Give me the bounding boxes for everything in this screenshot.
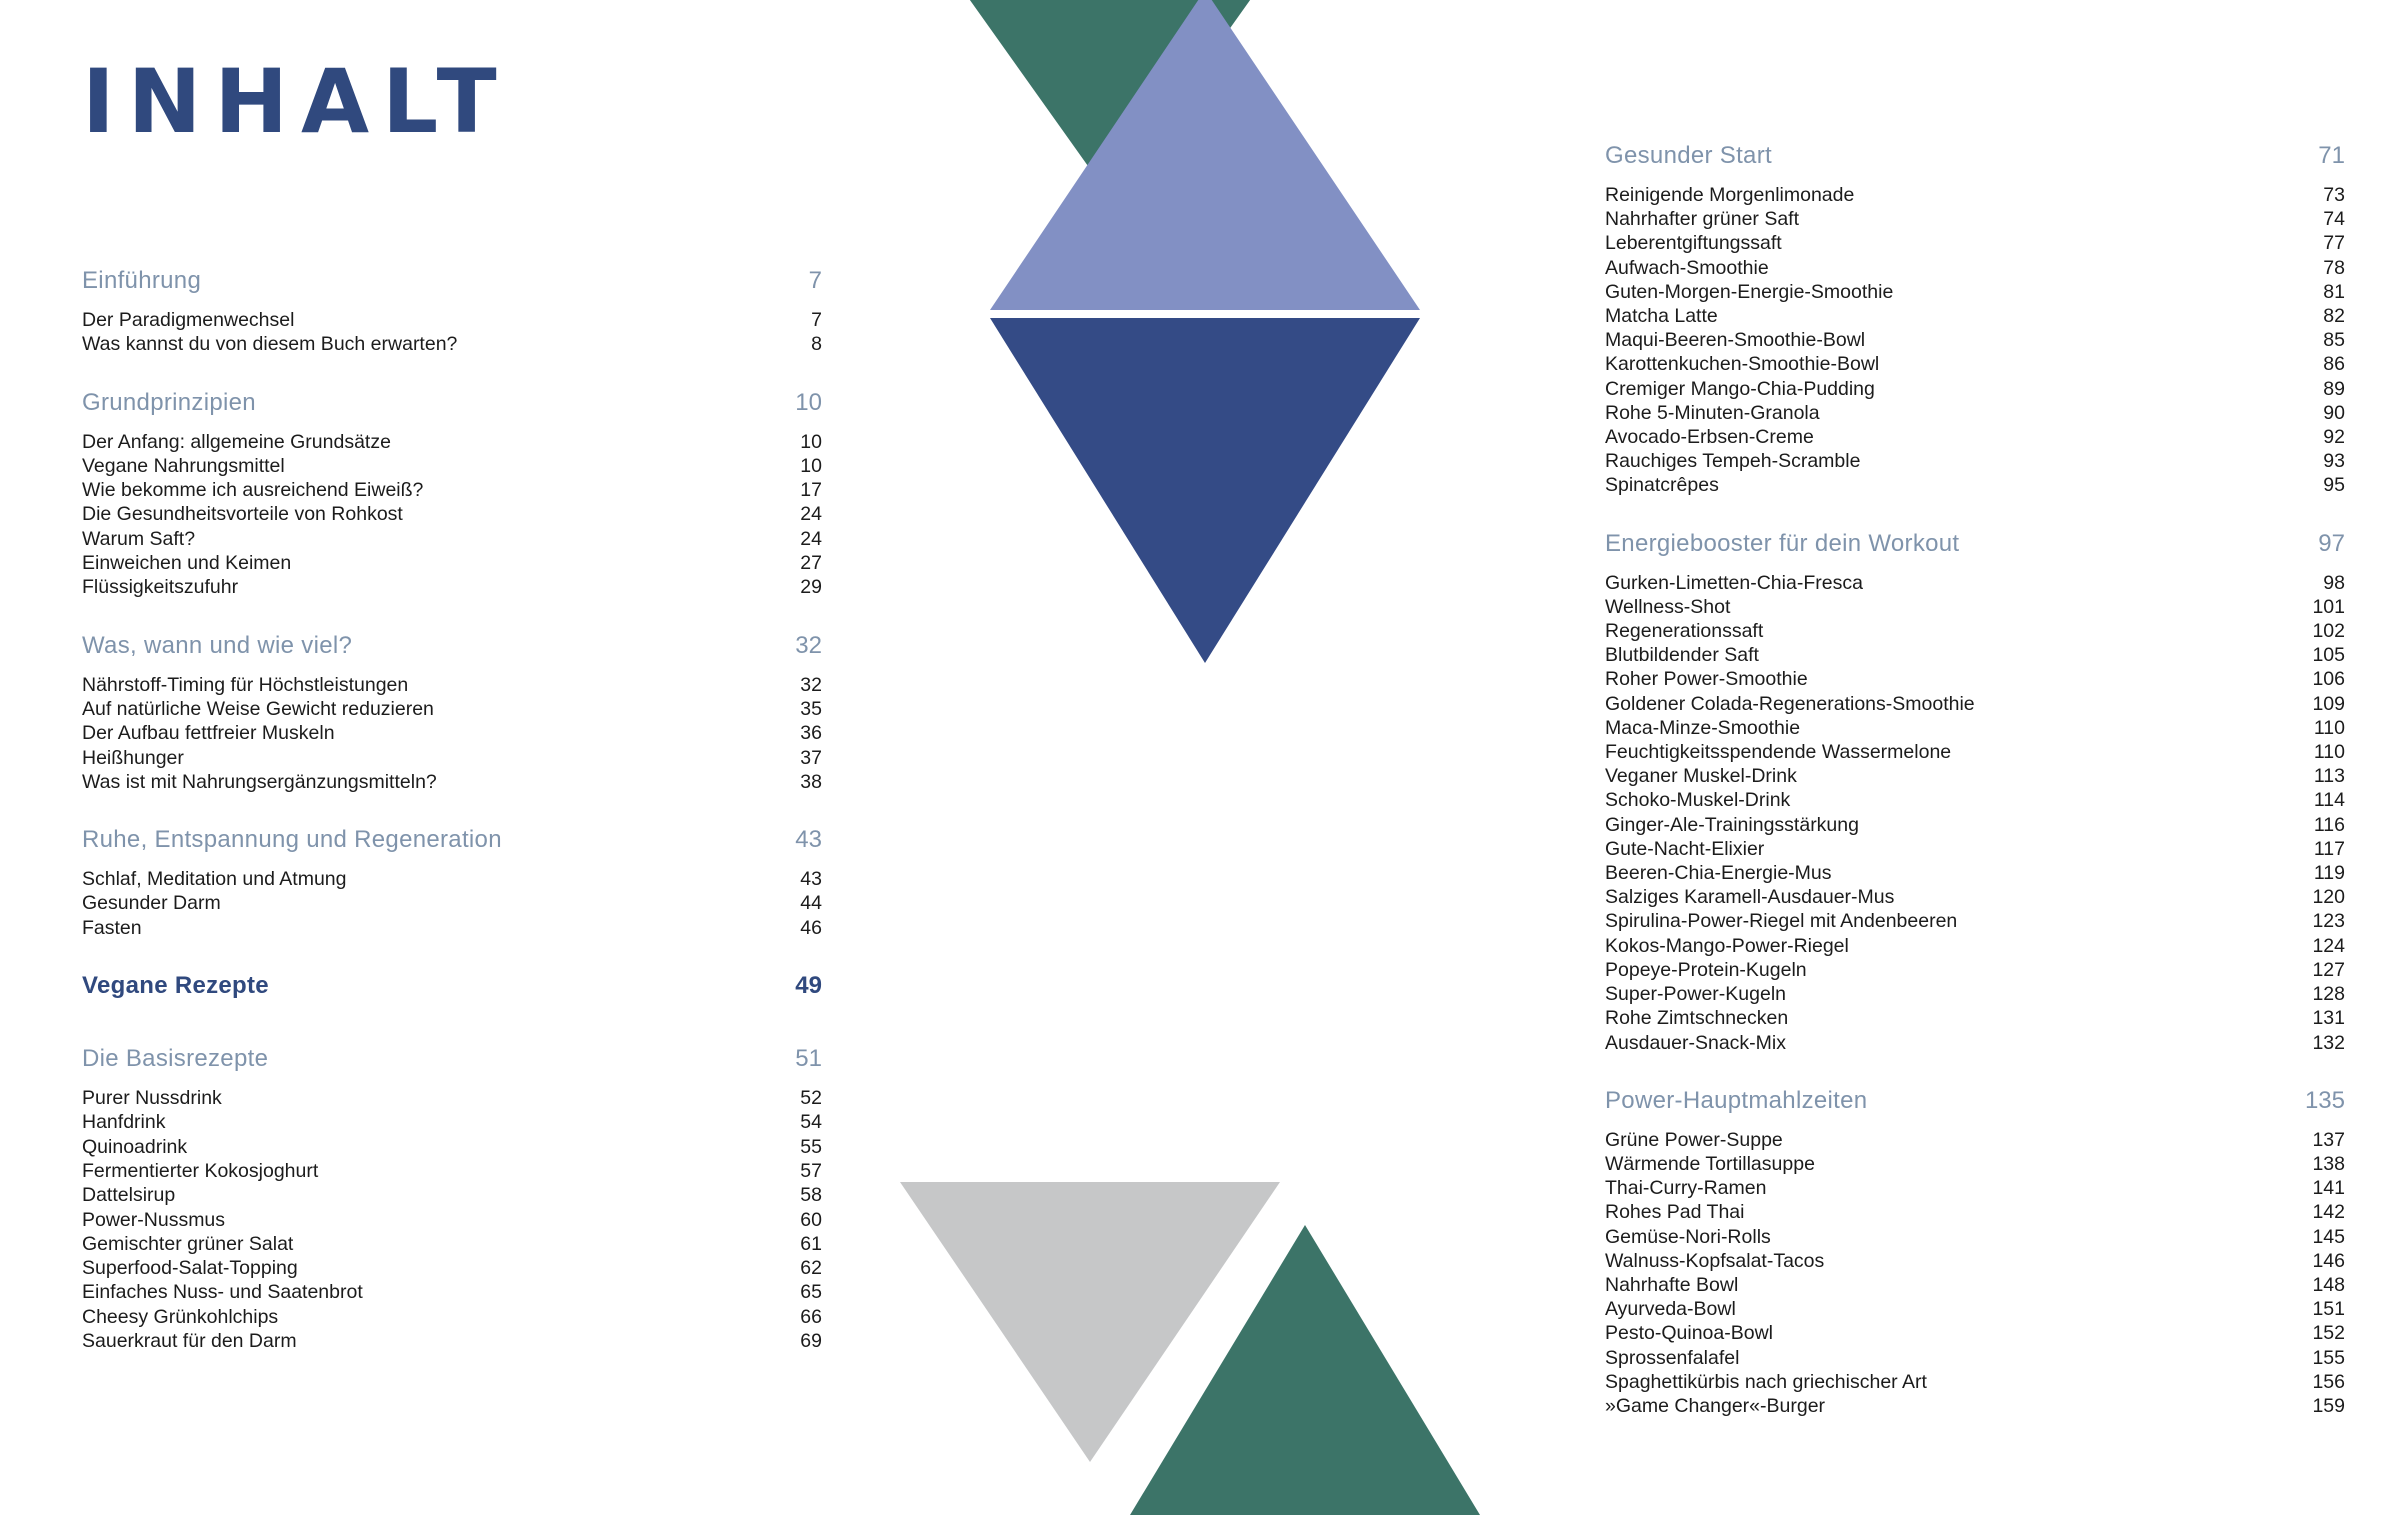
- toc-entry-page: 24: [800, 527, 822, 550]
- toc-section-page: 43: [795, 826, 822, 854]
- toc-entry-page: 37: [800, 746, 822, 769]
- toc-entry[interactable]: [1605, 1152, 2345, 1176]
- toc-entry-title: Rauchiges Tempeh-Scramble: [1605, 450, 1861, 473]
- toc-entry[interactable]: [82, 1135, 822, 1159]
- toc-entry-title: Reinigende Morgenlimonade: [1605, 184, 1855, 206]
- toc-entry[interactable]: [1605, 1321, 2345, 1345]
- toc-entry-title: Sprossenfalafel: [1605, 1346, 1740, 1369]
- toc-entry-title: Die Gesundheitsvorteile von Rohkost: [82, 503, 403, 526]
- toc-entry[interactable]: [1605, 1225, 2345, 1249]
- toc-entry-page: 105: [2312, 644, 2345, 667]
- toc-section: [82, 357, 822, 600]
- toc-entry[interactable]: [1605, 377, 2345, 401]
- toc-entry-title: Avocado-Erbsen-Creme: [1605, 426, 1814, 449]
- toc-entry-title: Warum Saft?: [82, 527, 196, 550]
- toc-entry-page: 57: [800, 1159, 822, 1182]
- toc-entry-title: Flüssigkeitszufuhr: [82, 576, 239, 599]
- toc-section-header[interactable]: [1605, 110, 2345, 183]
- toc-entry[interactable]: [1605, 692, 2345, 716]
- toc-entry-title: Rohe 5-Minuten-Granola: [1605, 401, 1820, 424]
- toc-entry-page: 145: [2312, 1225, 2345, 1248]
- toc-section: [1605, 110, 2345, 498]
- toc-entry-title: Hanfdrink: [82, 1111, 166, 1134]
- toc-entry-page: 137: [2312, 1128, 2345, 1151]
- toc-entry[interactable]: [1605, 764, 2345, 788]
- toc-entry-page: 106: [2312, 668, 2345, 691]
- toc-entry-title: Maca-Minze-Smoothie: [1605, 716, 1801, 739]
- toc-entry[interactable]: [82, 1280, 822, 1304]
- page-title: INHALT: [82, 50, 510, 153]
- toc-entry-page: 17: [800, 479, 822, 502]
- toc-entry[interactable]: [1605, 256, 2345, 280]
- toc-entry[interactable]: [82, 1208, 822, 1232]
- toc-entry[interactable]: [1605, 1370, 2345, 1394]
- toc-entry-page: 131: [2312, 1007, 2345, 1030]
- toc-section-title: Vegane Rezepte: [82, 972, 269, 1000]
- toc-section-title: Einführung: [82, 267, 202, 294]
- toc-entry[interactable]: [82, 1256, 822, 1280]
- toc-section-title: Gesunder Start: [1605, 142, 1772, 169]
- toc-entry-page: 113: [2313, 765, 2345, 788]
- toc-entry-page: 46: [800, 916, 822, 939]
- toc-section-title: Energiebooster für dein Workout: [1605, 529, 1960, 557]
- toc-entry-title: Quinoadrink: [82, 1135, 188, 1158]
- toc-entry[interactable]: [1605, 473, 2345, 497]
- toc-section-header[interactable]: [82, 600, 822, 673]
- toc-entry-title: Gurken-Limetten-Chia-Fresca: [1605, 571, 1863, 594]
- toc-entry-title: Gesunder Darm: [82, 892, 221, 915]
- toc-entry-page: 24: [800, 503, 822, 526]
- toc-entry-page: 102: [2312, 620, 2345, 643]
- toc-right-column: [1605, 110, 2345, 1418]
- toc-entry-title: Feuchtigkeitsspendende Wassermelone: [1605, 741, 1952, 764]
- toc-entry[interactable]: [82, 867, 822, 891]
- toc-entry-title: Spirulina-Power-Riegel mit Andenbeeren: [1605, 910, 1958, 933]
- toc-entry[interactable]: [82, 673, 822, 697]
- triangle-green-bottom-up: [1130, 1225, 1480, 1515]
- toc-entry-title: Der Anfang: allgemeine Grundsätze: [82, 430, 391, 453]
- toc-entry-title: Ginger-Ale-Trainingsstärkung: [1605, 813, 1859, 836]
- toc-section-page: 51: [795, 1045, 822, 1073]
- toc-entry[interactable]: [1605, 595, 2345, 619]
- toc-entry-page: 66: [800, 1305, 822, 1328]
- toc-section-header[interactable]: [82, 357, 822, 430]
- toc-entry[interactable]: [1605, 1006, 2345, 1030]
- toc-section-page: 71: [2318, 142, 2345, 169]
- toc-entry[interactable]: [1605, 328, 2345, 352]
- toc-entry-title: Roher Power-Smoothie: [1605, 668, 1808, 691]
- toc-entry[interactable]: [1605, 1128, 2345, 1152]
- toc-entry-title: Thai-Curry-Ramen: [1605, 1177, 1767, 1200]
- toc-entry-page: 65: [800, 1281, 822, 1304]
- toc-entry-page: 127: [2312, 958, 2345, 981]
- toc-entry[interactable]: [1605, 909, 2345, 933]
- toc-entry-title: Popeye-Protein-Kugeln: [1605, 958, 1807, 981]
- toc-entry-page: 43: [800, 868, 822, 891]
- toc-entry-page: 27: [800, 552, 822, 575]
- toc-entry-page: 123: [2312, 910, 2345, 933]
- toc-entry-title: Rohe Zimtschnecken: [1605, 1007, 1789, 1030]
- toc-entry-page: 61: [800, 1232, 822, 1255]
- toc-entry-title: Veganer Muskel-Drink: [1605, 765, 1797, 788]
- toc-entry-title: Purer Nussdrink: [82, 1087, 222, 1110]
- toc-left-column: [82, 235, 822, 1353]
- toc-entry-page: 55: [800, 1135, 822, 1158]
- toc-entry-page: 38: [800, 770, 822, 793]
- toc-section-header[interactable]: [82, 794, 822, 867]
- toc-entry-page: 60: [800, 1208, 822, 1231]
- toc-entry-title: Maqui-Beeren-Smoothie-Bowl: [1605, 329, 1866, 352]
- toc-entry-title: Goldener Colada-Regenerations-Smoothie: [1605, 692, 1975, 715]
- toc-entry-page: 62: [800, 1257, 822, 1280]
- toc-entry-title: Ayurveda-Bowl: [1605, 1298, 1736, 1321]
- toc-entry[interactable]: [1605, 1394, 2345, 1418]
- toc-entry-title: Auf natürliche Weise Gewicht reduzieren: [82, 697, 434, 720]
- toc-entry[interactable]: [1605, 449, 2345, 473]
- toc-entry-page: 142: [2312, 1201, 2345, 1224]
- toc-entry-page: 110: [2313, 741, 2345, 764]
- toc-entry-title: Karottenkuchen-Smoothie-Bowl: [1605, 353, 1880, 376]
- toc-entry-title: Nahrhafte Bowl: [1605, 1273, 1739, 1296]
- toc-entry-page: 92: [2323, 426, 2345, 449]
- toc-entry[interactable]: [82, 478, 822, 502]
- toc-entry-title: Kokos-Mango-Power-Riegel: [1605, 934, 1849, 957]
- toc-entry[interactable]: [82, 502, 822, 526]
- toc-entry-page: 32: [800, 673, 822, 696]
- toc-entry-title: Wie bekomme ich ausreichend Eiweiß?: [82, 479, 424, 502]
- toc-entry-title: Nahrhafter grüner Saft: [1605, 208, 1800, 231]
- toc-entry-page: 101: [2312, 595, 2345, 618]
- toc-entry[interactable]: [1605, 1273, 2345, 1297]
- toc-entry-title: Grüne Power-Suppe: [1605, 1128, 1783, 1151]
- toc-section: [82, 1013, 822, 1353]
- toc-entry[interactable]: [82, 430, 822, 454]
- toc-entry-page: 69: [800, 1330, 822, 1353]
- toc-entry-title: Beeren-Chia-Energie-Mus: [1605, 862, 1832, 885]
- toc-entry-page: 148: [2312, 1273, 2345, 1296]
- toc-entry-title: Gute-Nacht-Elixier: [1605, 837, 1765, 860]
- toc-entry-page: 78: [2323, 256, 2345, 279]
- toc-entry[interactable]: [1605, 183, 2345, 207]
- toc-entry-title: Gemischter grüner Salat: [82, 1232, 294, 1255]
- toc-entry[interactable]: [1605, 425, 2345, 449]
- toc-entry[interactable]: [1605, 1176, 2345, 1200]
- toc-entry[interactable]: [82, 1159, 822, 1183]
- toc-entry-title: Schlaf, Meditation und Atmung: [82, 868, 347, 891]
- toc-entry-page: 132: [2312, 1031, 2345, 1054]
- toc-entry-title: Heißhunger: [82, 746, 184, 769]
- toc-entry-title: Schoko-Muskel-Drink: [1605, 789, 1791, 812]
- toc-entry[interactable]: [1605, 571, 2345, 595]
- toc-entry[interactable]: [1605, 1346, 2345, 1370]
- toc-entry[interactable]: [82, 697, 822, 721]
- toc-entry-page: 54: [800, 1111, 822, 1134]
- toc-section-page: 135: [2304, 1086, 2345, 1114]
- toc-entry-page: 35: [800, 697, 822, 720]
- toc-entry-page: 98: [2323, 571, 2345, 594]
- toc-entry-title: Cremiger Mango-Chia-Pudding: [1605, 377, 1875, 400]
- toc-entry-title: Wärmende Tortillasuppe: [1605, 1152, 1815, 1175]
- toc-section-header[interactable]: [82, 1013, 822, 1086]
- toc-entry-page: 116: [2313, 813, 2345, 836]
- toc-section-page: 49: [795, 972, 822, 1000]
- toc-entry[interactable]: [82, 454, 822, 478]
- toc-entry[interactable]: [1605, 304, 2345, 328]
- toc-section: [82, 235, 822, 357]
- toc-section-header[interactable]: [1605, 1055, 2345, 1128]
- toc-section-page: 97: [2318, 529, 2345, 557]
- toc-entry-title: Salziges Karamell-Ausdauer-Mus: [1605, 886, 1895, 909]
- toc-entry[interactable]: [82, 891, 822, 915]
- toc-entry-page: 138: [2312, 1152, 2345, 1175]
- toc-entry-page: 81: [2323, 280, 2345, 303]
- toc-entry-page: 119: [2313, 862, 2345, 885]
- toc-entry[interactable]: [1605, 1200, 2345, 1224]
- toc-entry[interactable]: [1605, 207, 2345, 231]
- toc-entry-title: Blutbildender Saft: [1605, 644, 1759, 667]
- toc-entry-title: Der Aufbau fettfreier Muskeln: [82, 722, 335, 745]
- toc-entry[interactable]: [1605, 885, 2345, 909]
- toc-entry-page: 114: [2313, 789, 2345, 812]
- toc-entry-page: 29: [800, 576, 822, 599]
- toc-entry-page: 155: [2312, 1346, 2345, 1369]
- toc-entry-page: 152: [2312, 1322, 2345, 1345]
- toc-entry[interactable]: [82, 1329, 822, 1353]
- toc-entry[interactable]: [82, 1183, 822, 1207]
- toc-entry-page: 95: [2323, 474, 2345, 497]
- toc-entry[interactable]: [82, 1232, 822, 1256]
- toc-entry-page: 156: [2312, 1370, 2345, 1393]
- toc-entry[interactable]: [1605, 1249, 2345, 1273]
- toc-entry-title: Der Paradigmenwechsel: [82, 309, 295, 331]
- toc-entry[interactable]: [1605, 813, 2345, 837]
- toc-entry[interactable]: [82, 332, 822, 356]
- toc-entry-title: Ausdauer-Snack-Mix: [1605, 1031, 1786, 1054]
- toc-entry-title: »Game Changer«-Burger: [1605, 1394, 1826, 1417]
- toc-entry-title: Matcha Latte: [1605, 305, 1718, 328]
- toc-entry-page: 90: [2323, 401, 2345, 424]
- toc-section: [1605, 1055, 2345, 1418]
- toc-entry[interactable]: [1605, 958, 2345, 982]
- toc-section-header[interactable]: [1605, 498, 2345, 571]
- toc-entry[interactable]: [82, 1110, 822, 1134]
- toc-entry[interactable]: [1605, 982, 2345, 1006]
- toc-entry-page: 44: [800, 892, 822, 915]
- toc-entry-title: Gemüse-Nori-Rolls: [1605, 1225, 1771, 1248]
- toc-entry-page: 151: [2312, 1298, 2345, 1321]
- toc-entry[interactable]: [1605, 1031, 2345, 1055]
- toc-entry-page: 146: [2312, 1249, 2345, 1272]
- toc-entry[interactable]: [82, 308, 822, 332]
- toc-entry-title: Einfaches Nuss- und Saatenbrot: [82, 1281, 363, 1304]
- toc-entry-page: 89: [2323, 377, 2345, 400]
- toc-entry[interactable]: [1605, 619, 2345, 643]
- toc-entry[interactable]: [82, 1086, 822, 1110]
- toc-entry-title: Super-Power-Kugeln: [1605, 983, 1787, 1006]
- toc-entry[interactable]: [1605, 716, 2345, 740]
- toc-entry-title: Pesto-Quinoa-Bowl: [1605, 1322, 1773, 1345]
- toc-entry-title: Sauerkraut für den Darm: [82, 1330, 297, 1353]
- toc-entry-title: Fermentierter Kokosjoghurt: [82, 1159, 319, 1182]
- toc-entry-page: 58: [800, 1184, 822, 1207]
- toc-entry-title: Rohes Pad Thai: [1605, 1201, 1745, 1224]
- toc-entry[interactable]: [1605, 280, 2345, 304]
- toc-entry[interactable]: [1605, 837, 2345, 861]
- toc-section-title: Power-Hauptmahlzeiten: [1605, 1086, 1868, 1114]
- toc-entry-page: 109: [2312, 692, 2345, 715]
- toc-entry-page: 82: [2323, 305, 2345, 328]
- toc-entry-title: Fasten: [82, 916, 142, 939]
- toc-entry-page: 93: [2323, 450, 2345, 473]
- toc-section: [82, 794, 822, 940]
- toc-entry-title: Leberentgiftungssaft: [1605, 232, 1782, 255]
- toc-section-title: Was, wann und wie viel?: [82, 631, 353, 659]
- toc-entry-title: Was ist mit Nahrungsergänzungsmitteln?: [82, 770, 437, 793]
- toc-entry-title: Power-Nussmus: [82, 1208, 226, 1231]
- toc-entry-title: Nährstoff-Timing für Höchstleistungen: [82, 673, 409, 696]
- toc-entry-title: Dattelsirup: [82, 1184, 176, 1207]
- toc-section: [82, 940, 822, 1013]
- toc-entry[interactable]: [1605, 861, 2345, 885]
- toc-entry-title: Aufwach-Smoothie: [1605, 256, 1769, 279]
- toc-entry[interactable]: [1605, 740, 2345, 764]
- toc-entry[interactable]: [1605, 401, 2345, 425]
- toc-section-title: Die Basisrezepte: [82, 1045, 269, 1073]
- toc-entry-page: 10: [800, 430, 822, 453]
- toc-entry[interactable]: [82, 551, 822, 575]
- toc-entry[interactable]: [1605, 934, 2345, 958]
- toc-entry-page: 7: [811, 309, 822, 331]
- toc-entry-page: 8: [811, 333, 822, 356]
- toc-section-title: Grundprinzipien: [82, 388, 256, 416]
- toc-section-title: Ruhe, Entspannung und Regeneration: [82, 826, 502, 854]
- toc-entry[interactable]: [1605, 667, 2345, 691]
- toc-entry-page: 128: [2312, 983, 2345, 1006]
- toc-entry-title: Walnuss-Kopfsalat-Tacos: [1605, 1249, 1825, 1272]
- toc-entry-page: 86: [2323, 353, 2345, 376]
- toc-entry-page: 85: [2323, 329, 2345, 352]
- toc-entry-page: 141: [2312, 1177, 2345, 1200]
- toc-entry[interactable]: [1605, 231, 2345, 255]
- toc-entry[interactable]: [1605, 352, 2345, 376]
- triangle-navy-down: [990, 318, 1420, 663]
- toc-entry[interactable]: [1605, 643, 2345, 667]
- toc-entry-page: 73: [2323, 184, 2345, 206]
- toc-entry-page: 77: [2323, 232, 2345, 255]
- toc-entry[interactable]: [82, 916, 822, 940]
- toc-entry-title: Vegane Nahrungsmittel: [82, 454, 285, 477]
- triangle-periwinkle-up: [990, 0, 1420, 310]
- toc-entry[interactable]: [1605, 788, 2345, 812]
- toc-entry-page: 117: [2313, 837, 2345, 860]
- toc-entry-page: 124: [2312, 934, 2345, 957]
- toc-section-page: 32: [795, 631, 822, 659]
- toc-entry[interactable]: [82, 721, 822, 745]
- toc-entry-title: Regenerationssaft: [1605, 620, 1764, 643]
- toc-entry[interactable]: [82, 527, 822, 551]
- toc-entry-title: Spaghettikürbis nach griechischer Art: [1605, 1370, 1927, 1393]
- toc-entry[interactable]: [82, 1305, 822, 1329]
- toc-entry-title: Superfood-Salat-Topping: [82, 1257, 298, 1280]
- toc-entry-page: 74: [2323, 208, 2345, 231]
- toc-section-page: 7: [808, 267, 822, 294]
- toc-entry-page: 52: [800, 1087, 822, 1110]
- toc-section-page: 10: [795, 388, 822, 416]
- toc-entry-title: Wellness-Shot: [1605, 595, 1731, 618]
- toc-entry-title: Cheesy Grünkohlchips: [82, 1305, 279, 1328]
- toc-section-header[interactable]: [82, 940, 822, 1013]
- toc-section-header[interactable]: [82, 235, 822, 308]
- toc-entry[interactable]: [82, 746, 822, 770]
- toc-entry[interactable]: [82, 770, 822, 794]
- toc-entry-page: 120: [2312, 886, 2345, 909]
- toc-entry-title: Einweichen und Keimen: [82, 552, 292, 575]
- toc-entry[interactable]: [1605, 1297, 2345, 1321]
- toc-entry[interactable]: [82, 575, 822, 599]
- toc-entry-title: Guten-Morgen-Energie-Smoothie: [1605, 280, 1894, 303]
- toc-section: [1605, 498, 2345, 1055]
- toc-entry-page: 159: [2312, 1394, 2345, 1417]
- toc-entry-title: Spinatcrêpes: [1605, 474, 1719, 497]
- toc-entry-page: 36: [800, 722, 822, 745]
- toc-entry-page: 10: [800, 454, 822, 477]
- toc-section: [82, 600, 822, 794]
- toc-entry-title: Was kannst du von diesem Buch erwarten?: [82, 333, 458, 356]
- toc-entry-page: 110: [2313, 716, 2345, 739]
